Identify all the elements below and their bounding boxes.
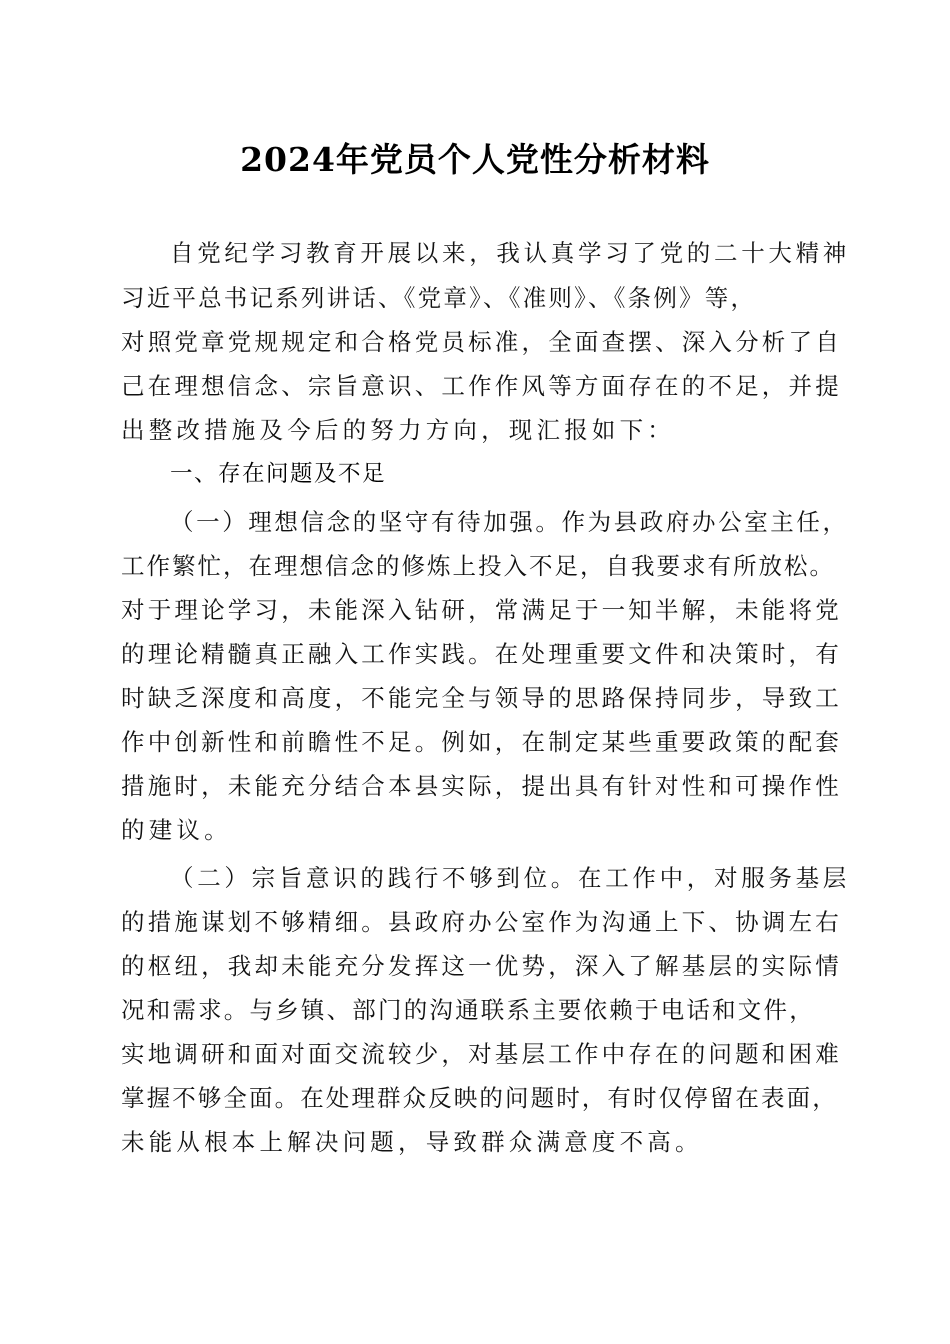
intro-line-1: 自党纪学习教育开展以来，我认真学习了党的二十大精神: [170, 239, 850, 267]
subsection-1-line-2: 工作繁忙，在理想信念的修炼上投入不足，自我要求有所放松。: [121, 552, 835, 580]
subsection-1-line-5: 时缺乏深度和高度，不能完全与领导的思路保持同步，导致工: [121, 684, 842, 712]
subsection-2-line-4: 况和需求。与乡镇、部门的沟通联系主要依赖于电话和文件，: [121, 996, 815, 1024]
subsection-2-line-2: 的措施谋划不够精细。县政府办公室作为沟通上下、协调左右: [121, 908, 842, 936]
subsection-2-line-6: 掌握不够全面。在处理群众反映的问题时，有时仅停留在表面，: [121, 1084, 838, 1112]
subsection-2-line-3: 的枢纽，我却未能充分发挥这一优势，深入了解基层的实际情: [121, 952, 842, 980]
document-title: 2024年党员个人党性分析材料: [240, 140, 710, 179]
intro-line-4: 己在理想信念、宗旨意识、工作作风等方面存在的不足，并提: [121, 372, 842, 400]
intro-line-3: 对照党章党规规定和合格党员标准，全面查摆、深入分析了自: [121, 328, 842, 356]
subsection-2-line-1: （二）宗旨意识的践行不够到位。在工作中，对服务基层: [170, 864, 850, 892]
intro-line-2: 习近平总书记系列讲话、《党章》、《准则》、《条例》等，: [121, 284, 757, 312]
subsection-2-line-5: 实地调研和面对面交流较少，对基层工作中存在的问题和困难: [121, 1040, 842, 1068]
subsection-1-line-1: （一）理想信念的坚守有待加强。作为县政府办公室主任，: [170, 508, 849, 536]
subsection-1-line-7: 措施时，未能充分结合本县实际，提出具有针对性和可操作性: [121, 772, 842, 800]
subsection-1-line-6: 作中创新性和前瞻性不足。例如，在制定某些重要政策的配套: [121, 728, 842, 756]
subsection-1-line-8: 的建议。: [121, 816, 232, 844]
section-heading: 一、存在问题及不足: [170, 461, 387, 487]
subsection-2-line-7: 未能从根本上解决问题，导致群众满意度不高。: [121, 1128, 703, 1156]
subsection-1-line-3: 对于理论学习，未能深入钻研，常满足于一知半解，未能将党: [121, 596, 842, 624]
intro-line-5: 出整改措施及今后的努力方向，现汇报如下：: [121, 416, 675, 444]
subsection-1-line-4: 的理论精髓真正融入工作实践。在处理重要文件和决策时，有: [121, 640, 842, 668]
